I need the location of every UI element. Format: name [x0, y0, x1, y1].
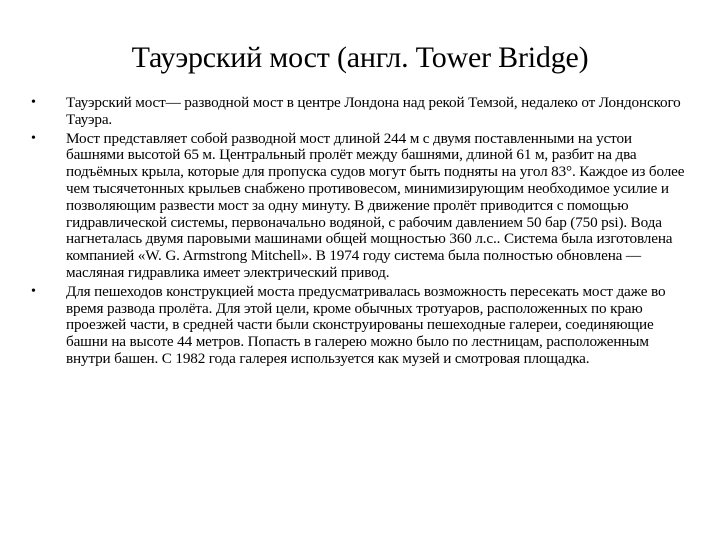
bullet-text: Тауэрский мост— разводной мост в центре Лондона над рекой Темзой, недалеко от Лондонского Тауэра.	[66, 94, 681, 128]
bullet-item-pedestrian-galleries	[30, 284, 690, 368]
bullet-text: Для пешеходов конструкцией моста предусматривалась возможность пересекать мост даже во время развода пролёта. Для этой цели, кроме обычных тротуаров, расположенных по краю проезжей части, в средней части были сконструированы пешеходные галереи, соединяющие башни на высоте 44 метров. Попасть в галерею можно было по лестницам, расположенным внутри башен. С 1982 года галерея используется как музей и смотровая площадка.	[66, 282, 666, 367]
bullet-text: Мост представляет собой разводной мост длиной 244 м с двумя поставленными на устои башнями высотой 65 м. Центральный пролёт между башнями, длиной 61 м, разбит на два подъёмных крыла, которые для пропуска судов могут быть подняты на угол 83°. Каждое из более чем тысячетонных крыльев снабжено противовесом, минимизирующим необходимое усилие и позволяющим развести мост за одну минуту. В движение пролёт приводится с помощью гидравлической системы, первоначально водяной, с рабочим давлением 50 бар (750 psi). Вода нагнеталась двумя паровыми машинами общей мощностью 360 л.с.. Система была изготовлена компанией «W. G. Armstrong Mitchell». В 1974 году система была полностью обновлена — масляная гидравлика имеет электрический привод.	[66, 129, 685, 281]
bullet-item-bridge-construction	[30, 131, 690, 282]
slide-title: Тауэрский мост (англ. Tower Bridge)	[131, 41, 589, 74]
bullet-list	[30, 95, 690, 370]
bullet-icon: •	[31, 283, 36, 299]
bullet-icon: •	[31, 130, 36, 146]
bullet-item-bridge-intro	[30, 95, 690, 129]
bullet-icon: •	[31, 95, 36, 110]
